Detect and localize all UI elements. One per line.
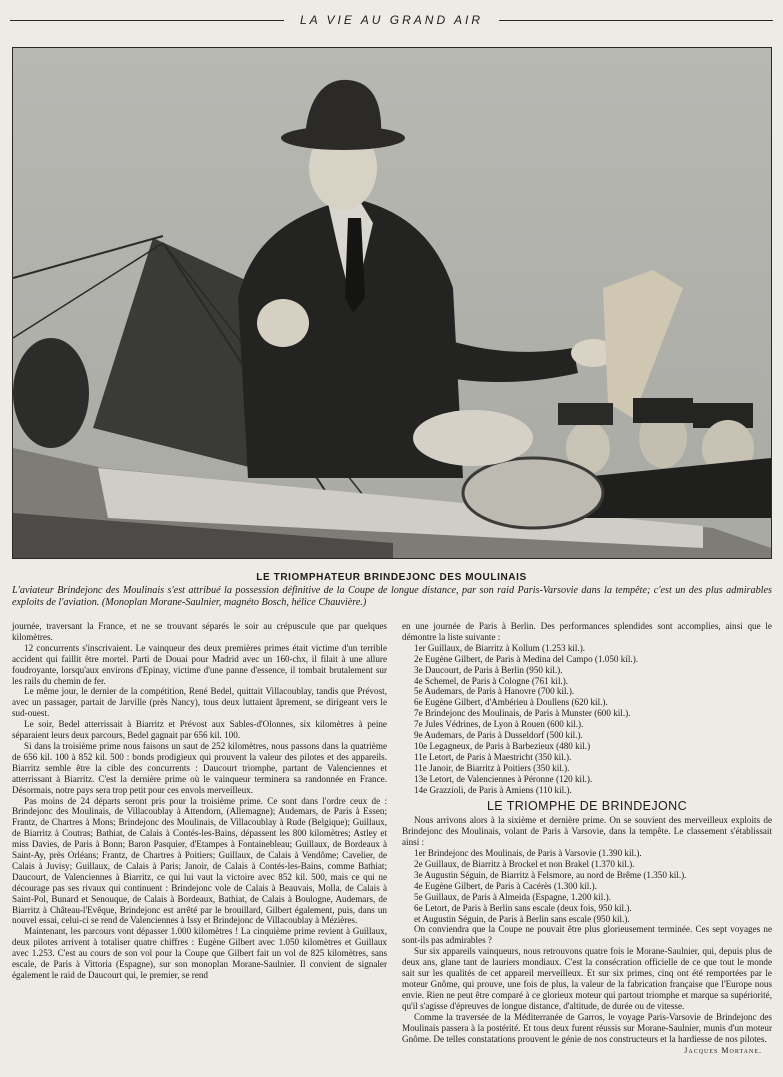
magazine-title: LA VIE AU GRAND AIR: [299, 13, 484, 27]
list-item: 6e Eugène Gilbert, d'Ambérieu à Doullens (620 kil.).: [414, 697, 608, 708]
list-item: 11e Janoir, de Biarritz à Poitiers (350 kil.).: [414, 762, 570, 773]
article-paragraph: On conviendra que la Coupe ne pouvait être plus glorieusement terminée. Ces sept voyages ne sont-ils pas admirables ?: [402, 924, 772, 946]
list-item: 11e Letort, de Paris à Maestricht (350 kil.).: [414, 751, 572, 762]
author-signature: Jacques Mortane.: [684, 1046, 762, 1056]
article-paragraph: Le même jour, le dernier de la compétition, René Bedel, quittait Villacoublay, tandis que Prévost, avec un passager, partait de Jarville (près Nancy), tous deux luttaient âprement, se dirigeant vers le sud-ouest.: [12, 686, 387, 719]
list-item: 4e Eugène Gilbert, de Paris à Cacérès (1.300 kil.).: [414, 880, 597, 891]
list-item: 5e Guillaux, de Paris à Almeida (Espagne, 1.200 kil.).: [414, 891, 611, 902]
article-paragraph: 12 concurrents s'inscrivaient. Le vainqueur des deux premières primes était victime d'un terrible accident qui faillit être mortel. Parti de Douai pour Madrid avec un 160-chx, il filait à une allure foudroyante, lorsqu'aux environs d'Epinay, victime d'une panne d'essence, il tombait brutalement sur les rails du chemin de fer.: [12, 642, 387, 686]
list-item: 4e Schemel, de Paris à Cologne (761 kil.).: [414, 675, 569, 686]
section-heading: LE TRIOMPHE DE BRINDEJONC: [486, 798, 688, 813]
ranking-list-fifth-prime: [402, 643, 772, 796]
photo-caption: L'aviateur Brindejonc des Moulinais s'est attribué la possession définitive de la Coupe de longue distance, par son raid Paris-Varsovie dans la tempête; c'est un des plus admirables exploits de l'aviation. (Monoplan Morane-Saulnier, magnéto Bosch, hélice Chauvière.): [12, 585, 772, 608]
list-item: 1er Brindejonc des Moulinais, de Paris à Varsovie (1.390 kil.).: [414, 848, 642, 859]
list-item: 7e Jules Védrines, de Lyon à Rouen (600 kil.).: [414, 719, 584, 730]
list-item: 2e Eugène Gilbert, de Paris à Medina del Campo (1.050 kil.).: [414, 653, 639, 664]
article-column-right: [402, 621, 772, 1057]
list-item: 3e Augustin Séguin, de Biarritz à Felsmore, au nord de Brême (1.350 kil.).: [414, 869, 687, 880]
list-item: et Augustin Séguin, de Paris à Berlin sans escale (950 kil.).: [414, 913, 630, 924]
article-paragraph: Comme la traversée de la Méditerranée de Garros, le voyage Paris-Varsovie de Brindejonc des Moulinais passera à la postérité. Et tous deux furent réussis sur Morane-Saulnier, munis d'un moteur Gnôme. De telles constatations prouvent le génie de nos constructeurs et la hardiesse de nos pilotes.: [402, 1011, 772, 1044]
list-item: 10e Legagneux, de Paris à Barbezieux (480 kil.): [414, 740, 591, 751]
page-header: [10, 10, 773, 30]
list-item: 5e Audemars, de Paris à Hanovre (700 kil.).: [414, 686, 575, 697]
photo-caption-title: LE TRIOMPHATEUR BRINDEJONC DES MOULINAIS: [256, 572, 527, 583]
list-item: 14e Grazzioli, de Paris à Amiens (110 kil.).: [414, 784, 572, 795]
article-paragraph: en une journée de Paris à Berlin. Des performances splendides sont accomplies, ainsi que le démontre la liste suivante :: [402, 621, 772, 642]
article-paragraph: Pas moins de 24 départs seront pris pour la troisième prime. Ce sont dans l'ordre ceux de : Brindejonc des Moulinais, de Villacoublay à Attendorn, (Allemagne); Audemars, de Paris à Essen; Frantz, de Chartres à Mons; Brindejonc des Moulinais, de Villacoublay à Rude (Belgique); Guillaux, de Biarritz à Coutras; Bathiat, de Calais à Contés-les-Bains, dépassent les 800 kilomètres; Astley et miss Davies, de Paris à Bonn; Baron Pasquier, d'Etampes à Fontainebleau; Guillaux, de Bordeaux à Saint-Ay, près Orléans; Frantz, de Chartres à Poitiers; Guillaux, de Calais à Vendôme; Cavelier, de Calais à Juvisy; Guillaux, de Calais à Paris; Janoir, de Calais à Contés-les-Bains, comme Bathiat; Daucourt, de Valenciennes à Biarritz, ce qui lui vaut la victoire avec 852 kil. 500, mais ce qui ne décourage pas ses rivaux qui continuent : Brindejonc vole de Calais à Beauvais, Molla, de Calais à Saint-Pol, Bunard et Senouque, de Calais à Bordeaux, Bathiat, de Calais à Boulogne, Audemars, de Biarritz à Château-l'Evêque, Brindejonc est arrêté par le brouillard, Gilbert également, puis, dans un nouvel essai, celui-ci se rend de Valenciennes à Issy et Brindejonc de Villacoublay à Mézières.: [12, 795, 387, 926]
article-paragraph: Le soir, Bedel atterrissait à Biarritz et Prévost aux Sables-d'Olonnes, six kilomètres à peine séparaient leurs deux parcours, Bedel gagnait par 656 kil. 100.: [12, 719, 387, 741]
list-item: 13e Letort, de Valenciennes à Péronne (120 kil.).: [414, 773, 593, 784]
article-column-left: [12, 621, 387, 981]
article-paragraph: Si dans la troisième prime nous faisons un saut de 252 kilomètres, nous passons dans la quatrième de 656 kil. 100 à 852 kil. 500 : bonds prodigieux qui prouvent la valeur des pilotes et des appareils. Biarritz semble être la cible des concurrents : Daucourt triomphe, partant de Valenciennes et atterrissant à Biarritz. C'est la dernière prime où le vainqueur terminera sa randonnée en France. Désormais, notre pays sera trop petit pour ces envols merveilleux.: [12, 740, 387, 795]
ranking-list-sixth-prime: [402, 848, 772, 924]
article-paragraph: Nous arrivons alors à la sixième et dernière prime. On se souvient des merveilleux exploits de Brindejonc des Moulinais, volant de Paris à Varsovie, dans la tempête. Le classement s'établissait ainsi :: [402, 815, 772, 848]
list-item: 1er Guillaux, de Biarritz à Kollum (1.253 kil.).: [414, 642, 586, 653]
header-rule-right: [499, 20, 773, 21]
list-item: 9e Audemars, de Paris à Dusseldorf (500 kil.).: [414, 730, 583, 741]
list-item: 2e Guillaux, de Biarritz à Brockel et non Brakel (1.370 kil.).: [414, 859, 635, 870]
photo-illustration: [13, 48, 771, 558]
list-item: 6e Letort, de Paris à Berlin sans escale (deux fois, 950 kil.).: [414, 902, 632, 913]
header-rule-left: [10, 20, 284, 21]
list-item: 7e Brindejonc des Moulinais, de Paris à Munster (600 kil.).: [414, 708, 631, 719]
list-item: 3e Daucourt, de Paris à Berlin (950 kil.).: [414, 664, 563, 675]
article-paragraph: journée, traversant la France, et ne se trouvant séparés le soir au crépuscule que par quelques kilomètres.: [12, 621, 387, 642]
article-paragraph: Sur six appareils vainqueurs, nous retrouvons quatre fois le Morane-Saulnier, qui, depuis plus de deux ans, glane tant de lauriers mondiaux. C'est la consécration officielle de ce que tout le monde sait sur les qualités de cet appareil merveilleux. Et sur six primes, cinq ont été remportées par le moteur Gnôme, qui prouve, une fois de plus, la valeur de la fabrication française que l'Europe nous envie. Rien ne peut être comparé à ce glorieux moteur qui partout triomphe et marque sa supériorité, qu'il s'agisse d'épreuves de longue distance, d'altitude, de durée ou de vitesse.: [402, 946, 772, 1011]
aviator-photo: [12, 47, 772, 559]
article-paragraph: Maintenant, les parcours vont dépasser 1.000 kilomètres ! La cinquième prime revient à Guillaux, deux pilotes arrivent à totaliser quatre chiffres : Eugène Gilbert avec 1.050 kilomètres et Guillaux avec 1.253. C'est au cours de son vol pour la Coupe que Gilbert fait un vol de 825 kilomètres, sans escale, de Paris à Vittoria (Espagne), sur son monoplan Morane-Saulnier. Il convient de signaler également le raid de Daucourt qui, le premier, se rend: [12, 926, 387, 980]
